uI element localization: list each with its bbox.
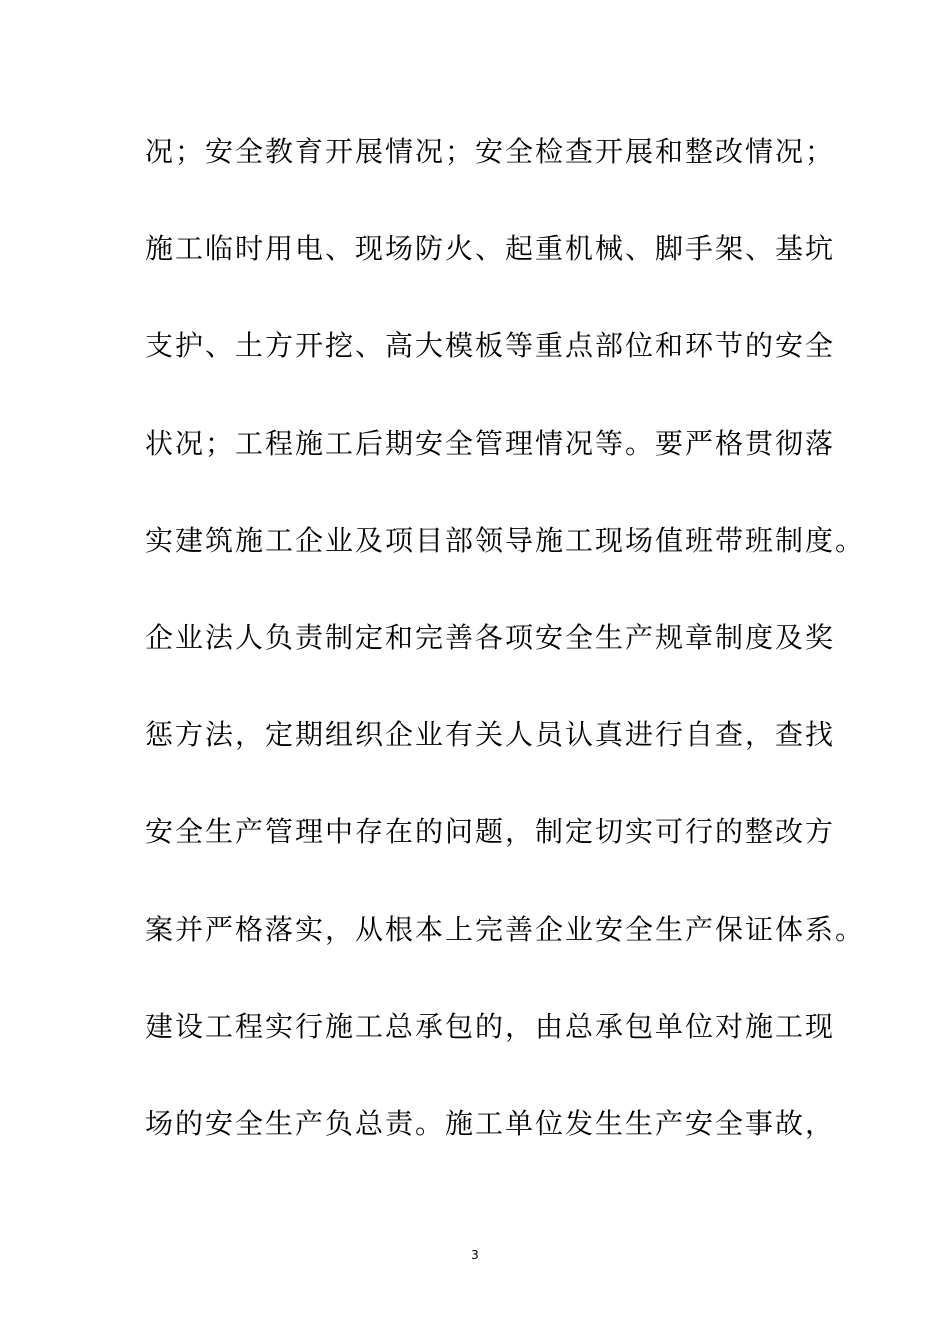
text-line: 施工临时用电、现场防火、起重机械、脚手架、基坑 <box>145 232 836 266</box>
text-line: 惩方法，定期组织企业有关人员认真进行自查，查找 <box>145 718 836 752</box>
body-text <box>145 128 866 1197</box>
text-line: 建设工程实行施工总承包的，由总承包单位对施工现 <box>145 1009 836 1043</box>
text-line: 场的安全生产负总责。施工单位发生生产安全事故， <box>145 1106 836 1140</box>
page-number: 3 <box>471 1248 479 1262</box>
text-line: 实建筑施工企业及项目部领导施工现场值班带班制度。 <box>145 523 866 557</box>
text-line: 企业法人负责制定和完善各项安全生产规章制度及奖 <box>145 620 836 654</box>
text-line: 案并严格落实，从根本上完善企业安全生产保证体系。 <box>145 912 866 946</box>
text-line: 状况；工程施工后期安全管理情况等。要严格贯彻落 <box>145 426 836 460</box>
text-line: 支护、土方开挖、高大模板等重点部位和环节的安全 <box>145 329 836 363</box>
text-line: 安全生产管理中存在的问题，制定切实可行的整改方 <box>145 815 836 849</box>
text-line: 况；安全教育开展情况；安全检查开展和整改情况； <box>145 135 836 168</box>
